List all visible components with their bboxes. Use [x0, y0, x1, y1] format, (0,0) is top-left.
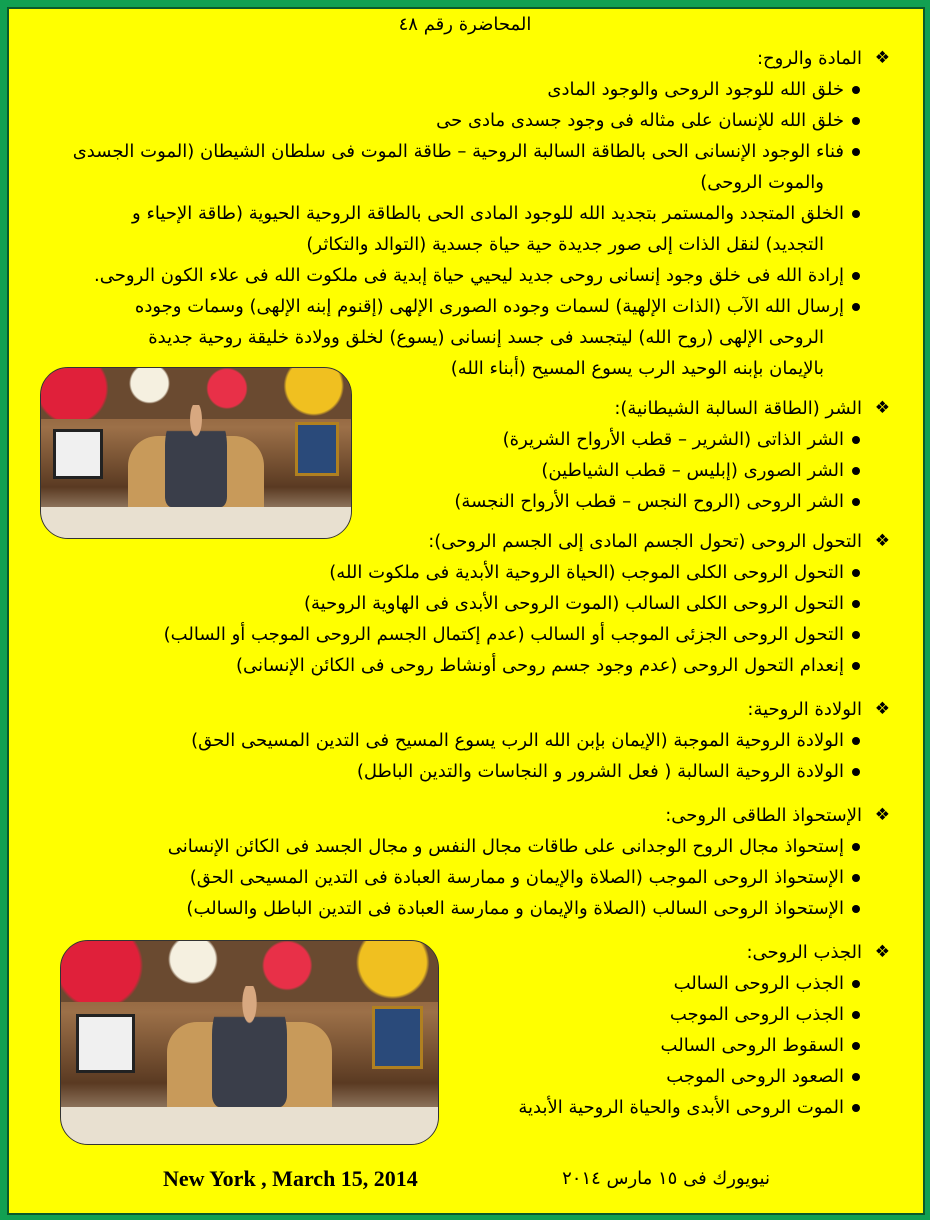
bullet-dot-icon: [852, 631, 860, 639]
picture-frame: [295, 422, 338, 476]
diamond-bullet-icon: ❖: [874, 398, 890, 418]
list-item: [10, 105, 890, 136]
bullet-dot-icon: [852, 768, 860, 776]
section: [10, 43, 890, 384]
list-item-text: الصعود الروحى الموجب: [666, 1066, 844, 1087]
list-item: [10, 650, 890, 681]
footer: [0, 1164, 930, 1194]
list-item-text: الجذب الروحى السالب: [673, 973, 844, 994]
bullet-dot-icon: [852, 1042, 860, 1050]
list-item-text: إنعدام التحول الروحى (عدم وجود جسم روحى أونشاط روحى فى الكائن الإنسانى): [235, 655, 844, 676]
picture-frame: [53, 429, 102, 479]
section-heading-text: الشر (الطاقة السالبة الشيطانية):: [614, 398, 862, 419]
section-heading-text: المادة والروح:: [756, 48, 862, 69]
list-item-text: الجذب الروحى الموجب: [669, 1004, 844, 1025]
section: [10, 800, 890, 924]
diamond-bullet-icon: ❖: [874, 48, 890, 68]
list-item-text: خلق الله للإنسان على مثاله فى وجود جسدى مادى حى: [436, 110, 844, 131]
list-item-text: الخلق المتجدد والمستمر بتجديد الله للوجود المادى الحى بالطاقة الروحية الحيوية (طاقة الإحياء و: [132, 203, 844, 224]
bullet-dot-icon: [852, 1073, 860, 1081]
list-item-text: التجديد) لنقل الذات إلى صور جديدة حية حياة جسدية (التوالد والتكاثر): [306, 234, 824, 255]
list-item-text: الموت الروحى الأبدى والحياة الروحية الأبدية: [518, 1097, 844, 1118]
bullet-dot-icon: [852, 436, 860, 444]
list-item: [10, 198, 890, 260]
bullet-dot-icon: [852, 86, 860, 94]
list-item-text: فناء الوجود الإنسانى الحى بالطاقة السالبة الروحية – طاقة الموت فى سلطان الشيطان (الموت الجسدى: [72, 141, 844, 162]
bullet-dot-icon: [852, 905, 860, 913]
list-item: [10, 619, 890, 650]
list-item-text: الشر الصورى (إبليس – قطب الشياطين): [541, 460, 844, 481]
diamond-bullet-icon: ❖: [874, 531, 890, 551]
list-item: [10, 831, 890, 862]
diamond-bullet-icon: ❖: [874, 942, 890, 962]
list-item-text: الولادة الروحية السالبة ( فعل الشرور و النجاسات والتدين الباطل): [356, 761, 844, 782]
bullet-dot-icon: [852, 117, 860, 125]
list-item-text: التحول الروحى الكلى الموجب (الحياة الروحية الأبدية فى ملكوت الله): [329, 562, 844, 583]
list-item: [10, 862, 890, 893]
lecture-title: المحاضرة رقم ٤٨: [398, 14, 532, 35]
list-item-text: والموت الروحى): [700, 172, 824, 193]
diamond-bullet-icon: ❖: [874, 805, 890, 825]
footer-date-arabic: نيويورك فى ١٥ مارس ٢٠١٤: [562, 1168, 770, 1189]
lecturer: [165, 405, 227, 507]
picture-frame: [372, 1006, 423, 1069]
list-item-text: خلق الله للوجود الروحى والوجود المادى: [547, 79, 844, 100]
bullet-dot-icon: [852, 843, 860, 851]
list-item-text: التحول الروحى الكلى السالب (الموت الروحى الأبدى فى الهاوية الروحية): [304, 593, 844, 614]
bullet-dot-icon: [852, 737, 860, 745]
list-item: [10, 588, 890, 619]
bullet-dot-icon: [852, 272, 860, 280]
bullet-dot-icon: [852, 569, 860, 577]
section: [10, 694, 890, 787]
lecturer-photo-2: [60, 940, 439, 1145]
list-item-text: الروحى الإلهى (روح الله) ليتجسد فى جسد إنسانى (يسوع) لخلق وولادة خليقة روحية جديدة: [148, 327, 824, 348]
bullet-dot-icon: [852, 1011, 860, 1019]
lecturer-photo-1: [40, 367, 352, 539]
table: [41, 507, 351, 538]
bullet-dot-icon: [852, 1104, 860, 1112]
picture-frame: [76, 1014, 135, 1073]
bullet-dot-icon: [852, 980, 860, 988]
list-item: [10, 557, 890, 588]
list-item-text: الإستحواذ الروحى الموجب (الصلاة والإيمان و ممارسة العبادة فى التدين المسيحى الحق): [189, 867, 844, 888]
list-item-text: الشر الذاتى (الشرير – قطب الأرواح الشريرة): [502, 429, 844, 450]
section-heading-text: الإستحواذ الطاقى الروحى:: [665, 805, 862, 826]
section-heading: [10, 694, 890, 725]
list-item: [10, 136, 890, 198]
section-heading: [10, 43, 890, 74]
list-item: [10, 74, 890, 105]
list-item: [10, 260, 890, 291]
list-item: [10, 756, 890, 787]
section-heading-text: الولادة الروحية:: [747, 699, 862, 720]
bullet-dot-icon: [852, 498, 860, 506]
list-item-text: الشر الروحى (الروح النجس – قطب الأرواح النجسة): [454, 491, 844, 512]
section: [10, 526, 890, 681]
list-item-text: السقوط الروحى السالب: [660, 1035, 844, 1056]
section-heading-text: التحول الروحى (تحول الجسم المادى إلى الجسم الروحى):: [428, 531, 862, 552]
list-item-text: التحول الروحى الجزئى الموجب أو السالب (عدم إكتمال الجسم الروحى الموجب أو السالب): [163, 624, 844, 645]
diamond-bullet-icon: ❖: [874, 699, 890, 719]
bullet-dot-icon: [852, 210, 860, 218]
list-item: [10, 893, 890, 924]
list-item-text: إرسال الله الآب (الذات الإلهية) لسمات وجوده الصورى الإلهى (إقنوم إبنه الإلهى) وسمات وجوده: [134, 296, 844, 317]
list-item-text: إرادة الله فى خلق وجود إنسانى روحى جديد ليحيي حياة إبدية فى ملكوت الله فى علاء الكون الروحى.: [94, 265, 844, 286]
list-item-text: الولادة الروحية الموجبة (الإيمان بإبن الله الرب يسوع المسيح فى التدين المسيحى الحق): [191, 730, 844, 751]
lecturer: [212, 986, 287, 1108]
list-item: [10, 725, 890, 756]
list-item-text: بالإيمان بإبنه الوحيد الرب يسوع المسيح (أبناء الله): [450, 358, 824, 379]
bullet-dot-icon: [852, 600, 860, 608]
footer-date-english: New York , March 15, 2014: [163, 1166, 418, 1191]
bullet-dot-icon: [852, 303, 860, 311]
list-item-text: إستحواذ مجال الروح الوجدانى على طاقات مجال النفس و مجال الجسد فى الكائن الإنسانى: [167, 836, 844, 857]
table: [61, 1107, 438, 1144]
bullet-dot-icon: [852, 874, 860, 882]
section-heading-text: الجذب الروحى:: [746, 942, 862, 963]
bullet-dot-icon: [852, 662, 860, 670]
list-item-text: الإستحواذ الروحى السالب (الصلاة والإيمان و ممارسة العبادة فى التدين الباطل والسالب): [186, 898, 844, 919]
section-heading: [10, 800, 890, 831]
bullet-dot-icon: [852, 467, 860, 475]
bullet-dot-icon: [852, 148, 860, 156]
